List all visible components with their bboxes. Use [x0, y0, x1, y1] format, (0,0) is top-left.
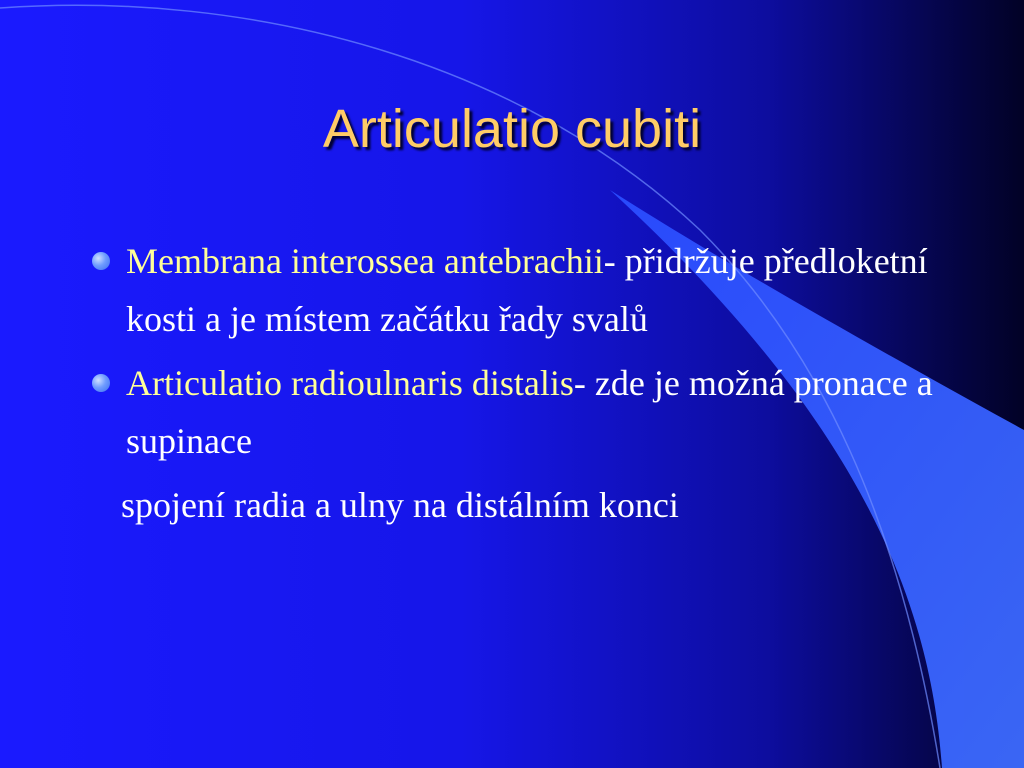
slide-title: Articulatio cubiti	[322, 99, 702, 159]
slide-note: spojení radia a ulny na distálním konci	[121, 485, 679, 525]
bullet-dot-icon	[92, 252, 110, 270]
slide-content	[88, 232, 948, 534]
bullet-item	[88, 232, 948, 348]
bullet-item	[88, 354, 948, 470]
bullet-text: - přidržuje předloketní kosti a je místem začátku řady svalů	[126, 241, 928, 339]
bullet-text: - zde je možná pronace a supinace	[126, 363, 933, 461]
bullet-term: Membrana interossea antebrachii	[126, 241, 604, 281]
bullet-dot-icon	[92, 374, 110, 392]
bullet-term: Articulatio radioulnaris distalis	[126, 363, 574, 403]
